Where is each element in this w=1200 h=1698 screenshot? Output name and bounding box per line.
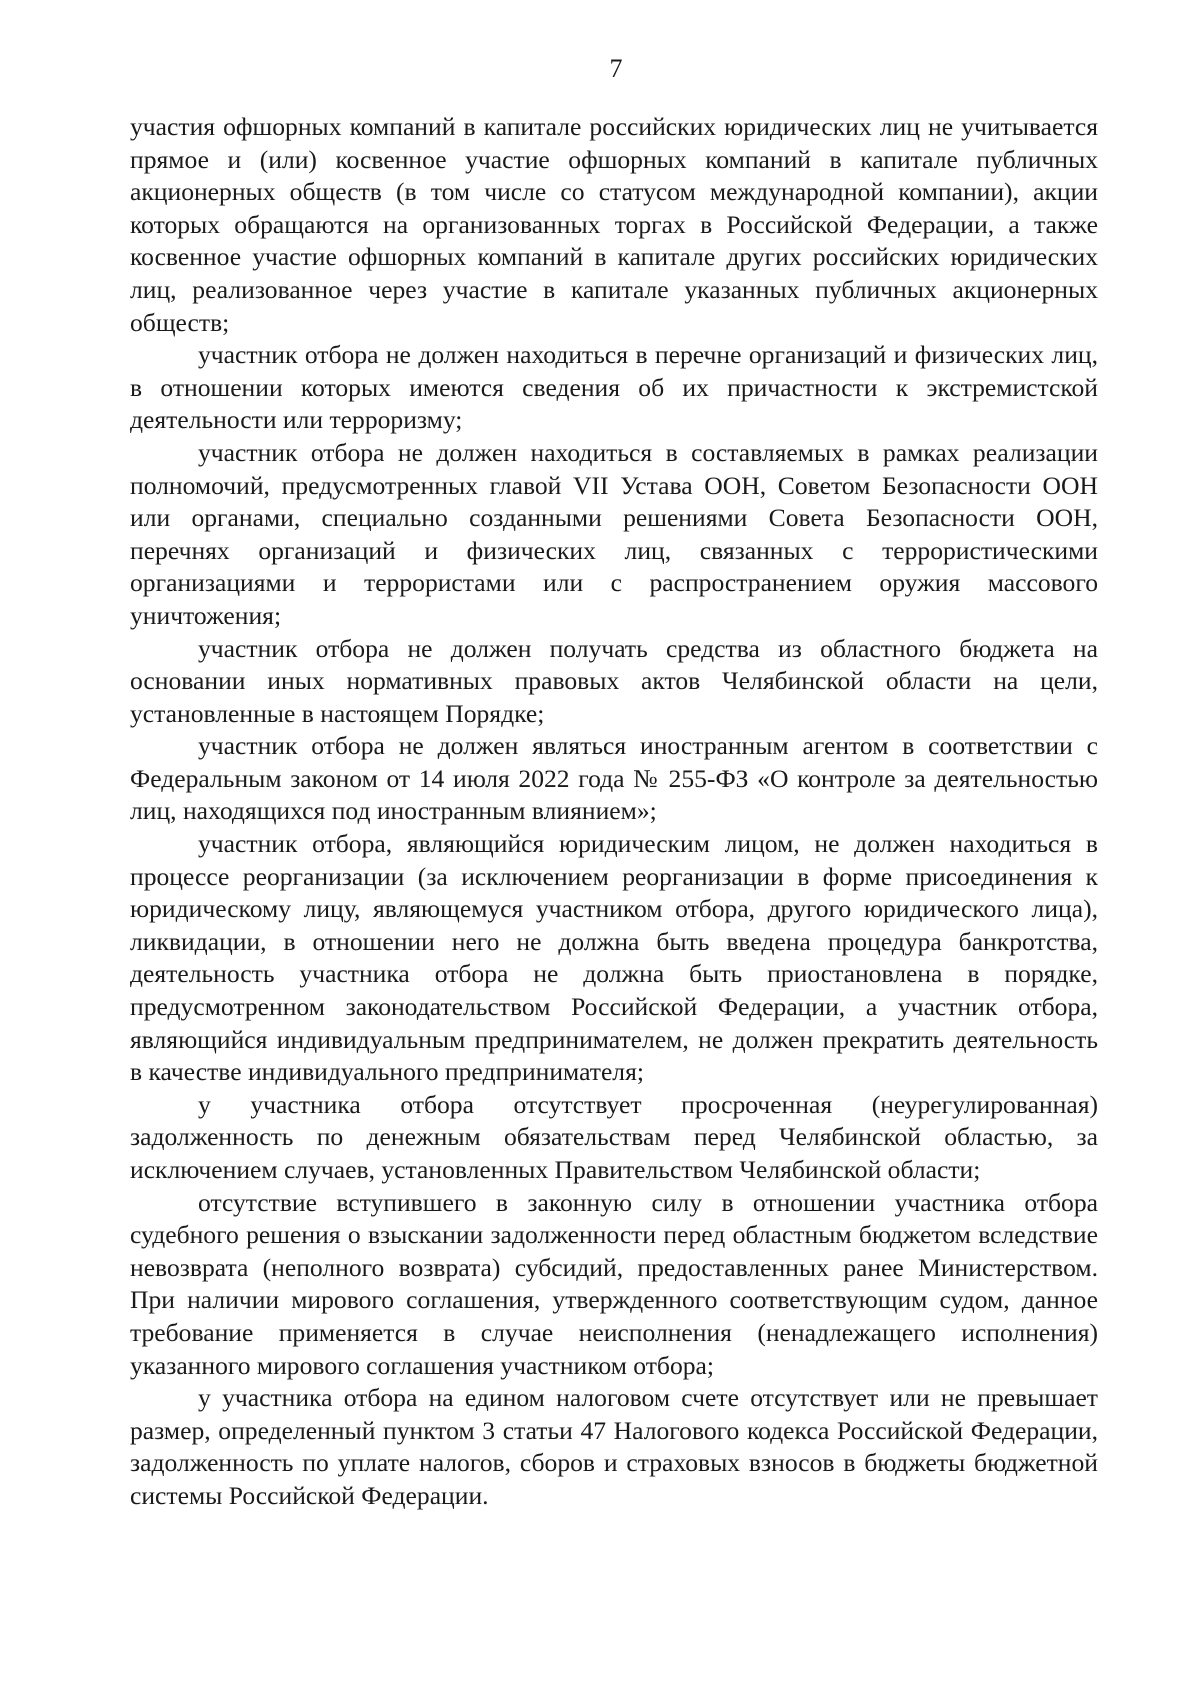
paragraph-reorganization-liquidation: участник отбора, являющийся юридическим лицом, не должен находиться в процессе реорганизации (за исключением реорганизации в форме присоединения к юридическому лицу, являющемуся участником отбора, другого юридического лица), ликвидации, в отношении него не должна быть введена процедура банкротства, деятельность участника отбора не должна быть приостановлена в порядке, предусмотренном законодательством Российской Федерации, а участник отбора, являющийся индивидуальным предпринимателем, не должен прекратить деятельность в качестве индивидуального предпринимателя; — [130, 829, 1098, 1087]
paragraph-regional-budget-funds: участник отбора не должен получать средства из областного бюджета на основании иных нормативных правовых актов Челябинской области на цели, установленные в настоящем Порядке; — [130, 633, 1098, 728]
paragraph-foreign-agent: участник отбора не должен являться иностранным агентом в соответствии с Федеральным законом от 14 июля 2022 года № 255-ФЗ «О контроле за деятельностью лиц, находящихся под иностранным влиянием»; — [130, 731, 1098, 826]
paragraph-overdue-debt: у участника отбора отсутствует просроченная (неурегулированная) задолженность по денежным обязательствам перед Челябинской областью, за исключением случаев, установленных Правительством Челябинской области; — [130, 1089, 1098, 1184]
paragraph-un-sanctions-list: участник отбора не должен находиться в составляемых в рамках реализации полномочий, предусмотренных главой VII Устава ООН, Советом Безопасности ООН или органами, специально созданными решениями Совета Безопасности ООН, перечнях организаций и физических лиц, связанных с террористическими организациями и террористами или с распространением оружия массового уничтожения; — [130, 437, 1098, 630]
document-body — [130, 111, 1098, 1513]
paragraph-offshore-participation: участия офшорных компаний в капитале российских юридических лиц не учитывается прямое и (или) косвенное участие офшорных компаний в капитале публичных акционерных обществ (в том числе со статусом международной компании), акции которых обращаются на организованных торгах в Российской Федерации, а также косвенное участие офшорных компаний в капитале других российских юридических лиц, реализованное через участие в капитале указанных публичных акционерных обществ; — [130, 112, 1098, 337]
paragraph-extremism-list: участник отбора не должен находиться в перечне организаций и физических лиц, в отношении которых имеются сведения об их причастности к экстремистской деятельности или терроризму; — [130, 340, 1098, 435]
page-number: 7 — [609, 54, 623, 83]
paragraph-tax-debt: у участника отбора на едином налоговом счете отсутствует или не превышает размер, определенный пунктом 3 статьи 47 Налогового кодекса Российской Федерации, задолженность по уплате налогов, сборов и страховых взносов в бюджеты бюджетной системы Российской Федерации. — [130, 1383, 1098, 1510]
paragraph-court-decision: отсутствие вступившего в законную силу в отношении участника отбора судебного решения о взыскании задолженности перед областным бюджетом вследствие невозврата (неполного возврата) субсидий, предоставленных ранее Министерством. При наличии мирового соглашения, утвержденного соответствующим судом, данное требование применяется в случае неисполнения (ненадлежащего исполнения) указанного мирового соглашения участником отбора; — [130, 1187, 1098, 1380]
